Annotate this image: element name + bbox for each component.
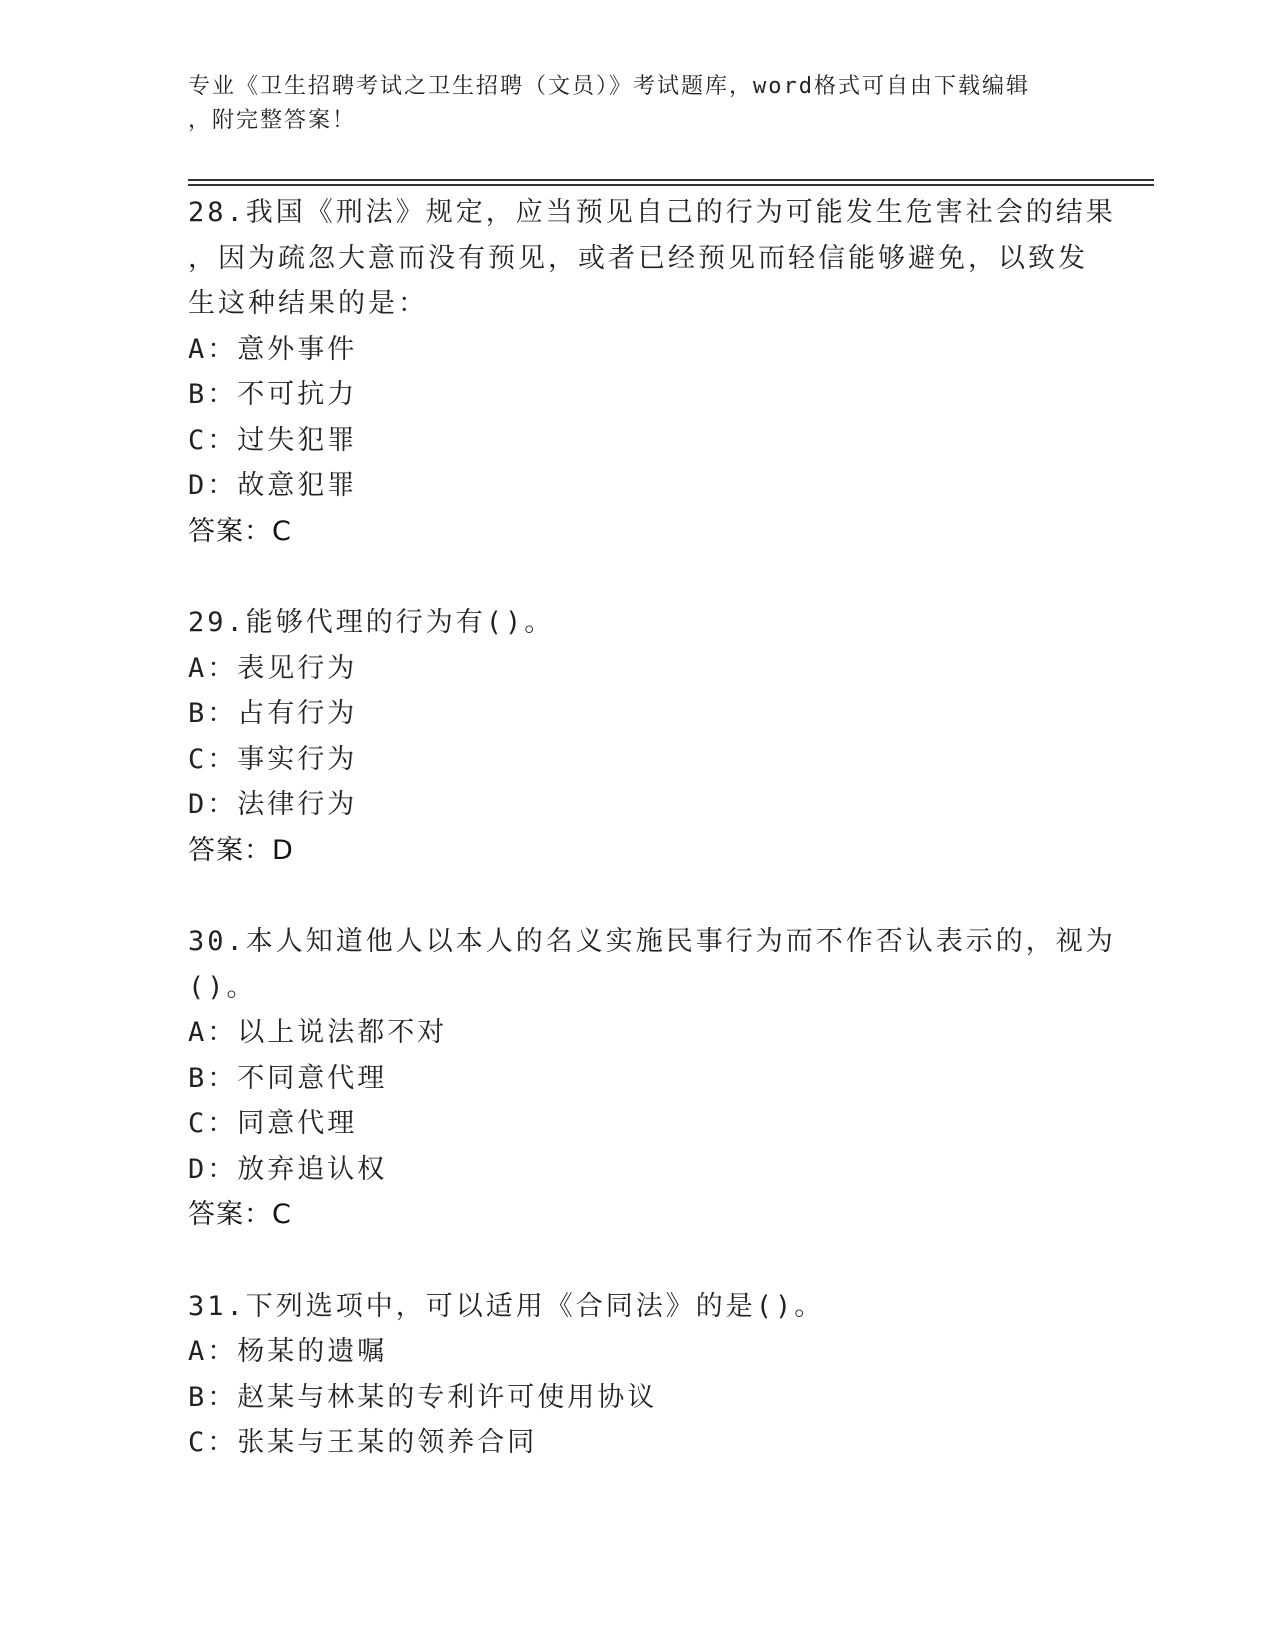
question-31	[188, 1284, 1088, 1466]
question-stem-line: ()。	[188, 971, 257, 1003]
question-stem-line: 31.下列选项中，可以适用《合同法》的是()。	[188, 1290, 825, 1322]
option-a: A：表见行为	[188, 652, 358, 684]
option-d: D：法律行为	[188, 789, 358, 820]
answer-label: 答案：C	[188, 1199, 292, 1230]
option-b: B：赵某与林某的专利许可使用协议	[188, 1381, 658, 1413]
option-a: A：以上说法都不对	[188, 1017, 448, 1048]
document-header	[188, 70, 1068, 138]
question-30	[188, 919, 1116, 1238]
question-stem-line: 30.本人知道他人以本人的名义实施民事行为而不作否认表示的，视为	[188, 926, 1116, 957]
option-a: A：意外事件	[188, 333, 358, 365]
header-line-1: 专业《卫生招聘考试之卫生招聘（文员）》考试题库，word格式可自由下载编辑	[188, 74, 1030, 99]
option-a: A：杨某的遗嘱	[188, 1336, 388, 1367]
option-c: C：同意代理	[188, 1108, 358, 1139]
option-c: C：事实行为	[188, 743, 358, 775]
option-c: C：过失犯罪	[188, 424, 358, 456]
option-b: B：不同意代理	[188, 1062, 388, 1094]
question-stem-line: 生这种结果的是：	[188, 288, 428, 319]
answer-label: 答案：C	[188, 515, 292, 547]
question-stem-line: 29.能够代理的行为有()。	[188, 607, 555, 638]
header-divider-top	[188, 179, 1154, 181]
option-b: B：不可抗力	[188, 379, 358, 410]
header-divider-bottom	[188, 184, 1154, 186]
option-d: D：故意犯罪	[188, 470, 358, 501]
question-28	[188, 190, 1116, 554]
option-c: C：张某与王某的领养合同	[188, 1427, 538, 1458]
question-stem-line: 28.我国《刑法》规定，应当预见自己的行为可能发生危害社会的结果	[188, 197, 1116, 228]
header-line-2: ，附完整答案！	[188, 108, 357, 133]
option-b: B：占有行为	[188, 698, 358, 729]
answer-label: 答案：D	[188, 834, 294, 866]
question-list	[188, 190, 1116, 1512]
option-d: D：放弃追认权	[188, 1153, 388, 1185]
question-stem-line: ，因为疏忽大意而没有预见，或者已经预见而轻信能够避免，以致发	[188, 242, 1088, 274]
question-29	[188, 600, 1088, 873]
